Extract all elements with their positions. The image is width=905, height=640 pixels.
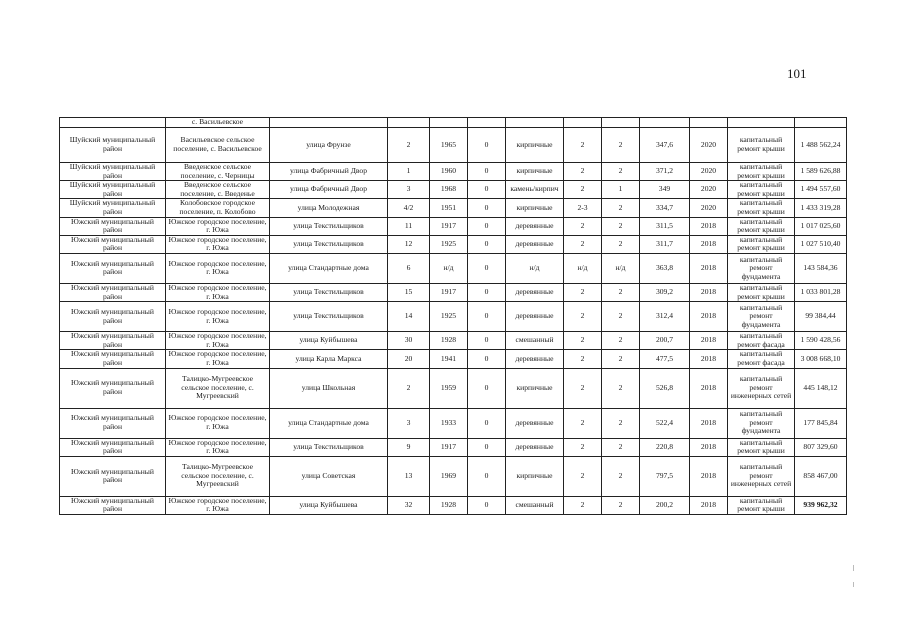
cell-house: 13 xyxy=(388,456,430,496)
cell-settlement: Южское городское поселение, г. Южа xyxy=(166,235,270,253)
cell-house: 32 xyxy=(388,496,430,514)
cell-address: улица Текстильщиков xyxy=(270,283,388,301)
cell-address: улица Куйбышева xyxy=(270,332,388,350)
cell-house: 1 xyxy=(388,163,430,181)
cell-floors: 2 xyxy=(564,456,602,496)
cell-floors: 2 xyxy=(564,217,602,235)
cell-entrances: н/д xyxy=(602,253,640,283)
cell-plan-year: 2020 xyxy=(690,163,728,181)
cell-house: 20 xyxy=(388,350,430,368)
table-row xyxy=(60,217,847,235)
table-row xyxy=(60,456,847,496)
cell-area: 347,6 xyxy=(640,128,690,163)
cell-work: капитальный ремонт фасада xyxy=(728,350,795,368)
cell-flag: 0 xyxy=(468,368,506,408)
cell-work: капитальный ремонт крыши xyxy=(728,496,795,514)
cell-address: улица Куйбышева xyxy=(270,496,388,514)
cell-district: Шуйский муниципальный район xyxy=(60,128,166,163)
cell-work: капитальный ремонт крыши xyxy=(728,235,795,253)
cell-flag: 0 xyxy=(468,199,506,217)
cell-address: улица Стандартные дома xyxy=(270,408,388,438)
cell-cost: 858 467,00 xyxy=(795,456,847,496)
cell-district: Южский муниципальный район xyxy=(60,368,166,408)
cell-district: Южский муниципальный район xyxy=(60,235,166,253)
cell-house: 14 xyxy=(388,302,430,332)
cell-address: улица Фабричный Двор xyxy=(270,163,388,181)
cell-year: 1925 xyxy=(430,235,468,253)
cell-year: 1965 xyxy=(430,128,468,163)
cell-settlement: Южское городское поселение, г. Южа xyxy=(166,350,270,368)
cell-material: кирпичные xyxy=(506,128,564,163)
cell-entrances: 2 xyxy=(602,199,640,217)
table-row xyxy=(60,496,847,514)
cell-year: 1969 xyxy=(430,456,468,496)
cell-entrances: 2 xyxy=(602,283,640,301)
cell-cost: 807 329,60 xyxy=(795,438,847,456)
table-row xyxy=(60,368,847,408)
cell-area: 522,4 xyxy=(640,408,690,438)
cell-house: 4/2 xyxy=(388,199,430,217)
cell-settlement: Южское городское поселение, г. Южа xyxy=(166,217,270,235)
cell-year: 1917 xyxy=(430,438,468,456)
cell-address: улица Карла Маркса xyxy=(270,350,388,368)
cell-district: Южский муниципальный район xyxy=(60,283,166,301)
cell-settlement: Васильевское сельское поселение, с. Васильевское xyxy=(166,128,270,163)
table-row xyxy=(60,283,847,301)
table-row xyxy=(60,408,847,438)
cell-district: Южский муниципальный район xyxy=(60,496,166,514)
cell-cost: 1 589 626,88 xyxy=(795,163,847,181)
cell-year: 1917 xyxy=(430,217,468,235)
cell-address: улица Фрунзе xyxy=(270,128,388,163)
cell-address: улица Фабричный Двор xyxy=(270,181,388,199)
cell-flag: 0 xyxy=(468,332,506,350)
cell-plan-year: 2020 xyxy=(690,181,728,199)
cell-address: улица Школьная xyxy=(270,368,388,408)
cell-settlement: Введенское сельское поселение, с. Черницы xyxy=(166,163,270,181)
cell-year: 1959 xyxy=(430,368,468,408)
cell-house: 2 xyxy=(388,128,430,163)
cell-year: 1928 xyxy=(430,332,468,350)
cell-plan-year: 2018 xyxy=(690,302,728,332)
cell-house: 9 xyxy=(388,438,430,456)
table-row xyxy=(60,253,847,283)
cell-district: Южский муниципальный район xyxy=(60,253,166,283)
cell-house: 30 xyxy=(388,332,430,350)
cell-plan-year: 2018 xyxy=(690,217,728,235)
cell-settlement: Талицко-Мугреевское сельское поселение, с. Мугреевский xyxy=(166,456,270,496)
cell-material: деревянные xyxy=(506,302,564,332)
cell-flag: 0 xyxy=(468,350,506,368)
cell-floors: 2-3 xyxy=(564,199,602,217)
cell-settlement: Колобовское городское поселение, п. Колобово xyxy=(166,199,270,217)
table-row xyxy=(60,163,847,181)
cell-flag: 0 xyxy=(468,456,506,496)
cell-material: смешанный xyxy=(506,332,564,350)
cell-plan-year: 2020 xyxy=(690,199,728,217)
cell-entrances: 2 xyxy=(602,368,640,408)
cell-area: 526,8 xyxy=(640,368,690,408)
cell-work: капитальный ремонт инженерных сетей xyxy=(728,456,795,496)
cell-area: 311,7 xyxy=(640,235,690,253)
cell-work: капитальный ремонт инженерных сетей xyxy=(728,368,795,408)
cell-settlement: Талицко-Мугреевское сельское поселение, с. Мугреевский xyxy=(166,368,270,408)
cell-settlement: Южское городское поселение, г. Южа xyxy=(166,408,270,438)
page-number: 101 xyxy=(787,66,807,81)
cell-address: улица Текстильщиков xyxy=(270,302,388,332)
table-row xyxy=(60,235,847,253)
cell-plan-year: 2018 xyxy=(690,496,728,514)
cell-settlement: Южское городское поселение, г. Южа xyxy=(166,332,270,350)
cell-work: капитальный ремонт крыши xyxy=(728,181,795,199)
cell-district: Южский муниципальный район xyxy=(60,408,166,438)
cell-flag: 0 xyxy=(468,163,506,181)
cell-address: улица Текстильщиков xyxy=(270,235,388,253)
cell-area: 200,2 xyxy=(640,496,690,514)
cell-flag: 0 xyxy=(468,438,506,456)
cell-district: Шуйский муниципальный район xyxy=(60,181,166,199)
cell-work: капитальный ремонт крыши xyxy=(728,163,795,181)
cell-settlement: Южское городское поселение, г. Южа xyxy=(166,496,270,514)
cell-area: 363,8 xyxy=(640,253,690,283)
cell-work: капитальный ремонт фундамента xyxy=(728,408,795,438)
cell-plan-year: 2020 xyxy=(690,128,728,163)
cell-floors: 2 xyxy=(564,181,602,199)
cell-house: 12 xyxy=(388,235,430,253)
housing-repair-table xyxy=(59,117,847,515)
cell-entrances: 2 xyxy=(602,217,640,235)
cell-work: капитальный ремонт крыши xyxy=(728,438,795,456)
cell-address: улица Молодежная xyxy=(270,199,388,217)
cell-cost: 1 033 801,28 xyxy=(795,283,847,301)
cell-material: кирпичные xyxy=(506,368,564,408)
cell-address: улица Текстильщиков xyxy=(270,438,388,456)
cell-entrances: 2 xyxy=(602,408,640,438)
cell-flag: 0 xyxy=(468,235,506,253)
cell-plan-year: 2018 xyxy=(690,368,728,408)
table-row xyxy=(60,199,847,217)
cell-material: кирпичные xyxy=(506,163,564,181)
cell-settlement: Южское городское поселение, г. Южа xyxy=(166,438,270,456)
cell-cost: 3 008 668,10 xyxy=(795,350,847,368)
cell-floors: 2 xyxy=(564,163,602,181)
cell-floors: 2 xyxy=(564,235,602,253)
cell-floors: 2 xyxy=(564,496,602,514)
cell-material: кирпичные xyxy=(506,456,564,496)
cell-floors: 2 xyxy=(564,283,602,301)
cell-area: 200,7 xyxy=(640,332,690,350)
cell-area: 371,2 xyxy=(640,163,690,181)
cell-district: Южский муниципальный район xyxy=(60,350,166,368)
table-row xyxy=(60,128,847,163)
table-row xyxy=(60,350,847,368)
cell-area: 220,8 xyxy=(640,438,690,456)
cell-entrances: 2 xyxy=(602,302,640,332)
cell-settlement: Южское городское поселение, г. Южа xyxy=(166,253,270,283)
cell-settlement: Введенское сельское поселение, с. Введенье xyxy=(166,181,270,199)
cell-floors: 2 xyxy=(564,128,602,163)
cell-material: камень/кирпич xyxy=(506,181,564,199)
cell-floors: 2 xyxy=(564,350,602,368)
cell-floors: 2 xyxy=(564,302,602,332)
cell-plan-year: 2018 xyxy=(690,235,728,253)
cell-house: 15 xyxy=(388,283,430,301)
cell-area: 309,2 xyxy=(640,283,690,301)
cell-year: 1928 xyxy=(430,496,468,514)
cell-district: Шуйский муниципальный район xyxy=(60,199,166,217)
cell-house: 3 xyxy=(388,408,430,438)
cell-flag: 0 xyxy=(468,302,506,332)
cell-year: 1933 xyxy=(430,408,468,438)
cell-work: капитальный ремонт крыши xyxy=(728,128,795,163)
cell-year: 1968 xyxy=(430,181,468,199)
cell-flag: 0 xyxy=(468,408,506,438)
cell-entrances: 2 xyxy=(602,163,640,181)
cell-area: 349 xyxy=(640,181,690,199)
cell-cost: 1 494 557,60 xyxy=(795,181,847,199)
cell-plan-year: 2018 xyxy=(690,350,728,368)
cell-plan-year: 2018 xyxy=(690,253,728,283)
cell-district: Южский муниципальный район xyxy=(60,332,166,350)
cell-area: 477,5 xyxy=(640,350,690,368)
cell-plan-year: 2018 xyxy=(690,283,728,301)
cell-plan-year: 2018 xyxy=(690,456,728,496)
cell-cost: 1 488 562,24 xyxy=(795,128,847,163)
cell-house: 3 xyxy=(388,181,430,199)
cell-district: Южский муниципальный район xyxy=(60,438,166,456)
cell-cost: 1 433 319,28 xyxy=(795,199,847,217)
cell-floors: н/д xyxy=(564,253,602,283)
cell-area: 797,5 xyxy=(640,456,690,496)
cell-material: деревянные xyxy=(506,217,564,235)
cell-cost: 177 845,84 xyxy=(795,408,847,438)
cell-flag: 0 xyxy=(468,496,506,514)
cell-material: кирпичные xyxy=(506,199,564,217)
table-row xyxy=(60,181,847,199)
cell-work: капитальный ремонт фасада xyxy=(728,332,795,350)
cell-floors: 2 xyxy=(564,332,602,350)
cell-entrances: 2 xyxy=(602,350,640,368)
cell-cost: 1 017 025,60 xyxy=(795,217,847,235)
cell-cost: 143 584,36 xyxy=(795,253,847,283)
table-row xyxy=(60,438,847,456)
cell-year: 1941 xyxy=(430,350,468,368)
cell-work: капитальный ремонт фундамента xyxy=(728,253,795,283)
cell-material: деревянные xyxy=(506,350,564,368)
cell-settlement: с. Васильевское xyxy=(166,118,270,128)
cell-material: н/д xyxy=(506,253,564,283)
cell-cost: 1 027 510,40 xyxy=(795,235,847,253)
cell-entrances: 2 xyxy=(602,456,640,496)
cell-material: деревянные xyxy=(506,408,564,438)
table-row xyxy=(60,302,847,332)
cell-address: улица Текстильщиков xyxy=(270,217,388,235)
cell-district: Шуйский муниципальный район xyxy=(60,163,166,181)
cell-area: 334,7 xyxy=(640,199,690,217)
cell-house: 11 xyxy=(388,217,430,235)
cell-area: 311,5 xyxy=(640,217,690,235)
cell-address: улица Стандартные дома xyxy=(270,253,388,283)
cell-cost: 445 148,12 xyxy=(795,368,847,408)
cell-settlement: Южское городское поселение, г. Южа xyxy=(166,283,270,301)
cell-house: 2 xyxy=(388,368,430,408)
cell-district: Южский муниципальный район xyxy=(60,302,166,332)
cell-flag: 0 xyxy=(468,283,506,301)
cell-house: 6 xyxy=(388,253,430,283)
cell-work: капитальный ремонт крыши xyxy=(728,217,795,235)
cell-floors: 2 xyxy=(564,408,602,438)
cell-year: 1917 xyxy=(430,283,468,301)
cell-material: деревянные xyxy=(506,438,564,456)
scan-mark xyxy=(853,565,854,571)
cell-area: 312,4 xyxy=(640,302,690,332)
cell-cost: 939 962,32 xyxy=(795,496,847,514)
cell-plan-year: 2018 xyxy=(690,408,728,438)
cell-year: 1960 xyxy=(430,163,468,181)
cell-district: Южский муниципальный район xyxy=(60,217,166,235)
cell-cost: 99 384,44 xyxy=(795,302,847,332)
cell-flag: 0 xyxy=(468,217,506,235)
cell-floors: 2 xyxy=(564,368,602,408)
cell-plan-year: 2018 xyxy=(690,332,728,350)
cell-entrances: 2 xyxy=(602,128,640,163)
cell-entrances: 2 xyxy=(602,332,640,350)
cell-work: капитальный ремонт фундамента xyxy=(728,302,795,332)
cell-entrances: 1 xyxy=(602,181,640,199)
cell-material: деревянные xyxy=(506,283,564,301)
cell-entrances: 2 xyxy=(602,496,640,514)
cell-flag: 0 xyxy=(468,128,506,163)
cell-cost: 1 590 428,56 xyxy=(795,332,847,350)
cell-floors: 2 xyxy=(564,438,602,456)
cell-address: улица Советская xyxy=(270,456,388,496)
cell-year: 1925 xyxy=(430,302,468,332)
cell-entrances: 2 xyxy=(602,438,640,456)
cell-year: н/д xyxy=(430,253,468,283)
cell-district xyxy=(60,118,166,128)
cell-flag: 0 xyxy=(468,253,506,283)
cell-year: 1951 xyxy=(430,199,468,217)
cell-material: смешанный xyxy=(506,496,564,514)
cell-flag: 0 xyxy=(468,181,506,199)
cell-work: капитальный ремонт крыши xyxy=(728,199,795,217)
table-row-continued xyxy=(60,118,847,128)
table-row xyxy=(60,332,847,350)
cell-settlement: Южское городское поселение, г. Южа xyxy=(166,302,270,332)
cell-entrances: 2 xyxy=(602,235,640,253)
cell-plan-year: 2018 xyxy=(690,438,728,456)
cell-material: деревянные xyxy=(506,235,564,253)
scan-mark xyxy=(853,582,854,587)
cell-work: капитальный ремонт крыши xyxy=(728,283,795,301)
cell-district: Южский муниципальный район xyxy=(60,456,166,496)
